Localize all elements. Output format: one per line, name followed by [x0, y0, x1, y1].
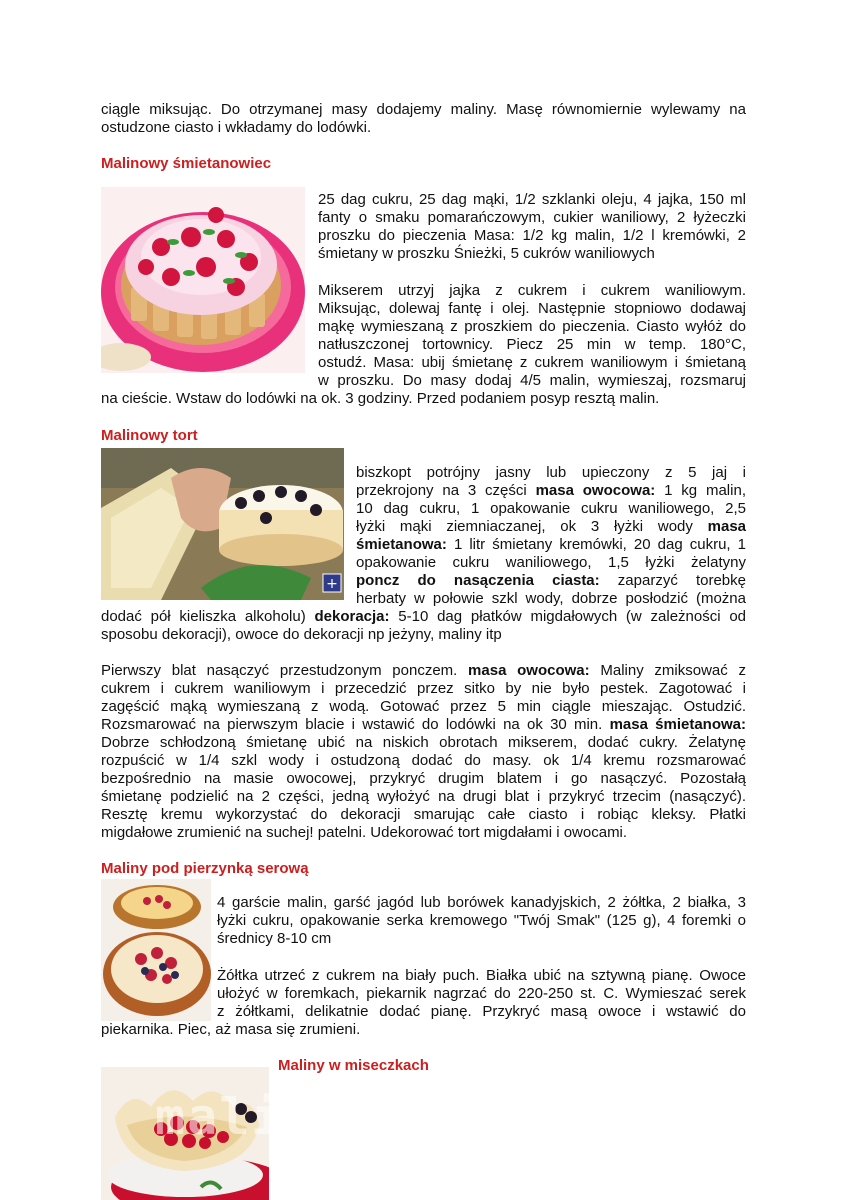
- text-line: 25 dag cukru, 25 dag mąki, 1/2 szklanki oleju, 4 jajka, 150 ml: [318, 191, 746, 208]
- recipe-title-malinowy-tort: Malinowy tort: [101, 427, 198, 444]
- recipe2-ingredients: [356, 464, 746, 608]
- text-line: z żółtkami, delikatnie dodać pianę. Przykryć masą owoce i wstawić do: [217, 1003, 746, 1020]
- recipe-title-maliny-w-miseczkach: Maliny w miseczkach: [278, 1057, 429, 1074]
- text-line: łyżki mąki ziemniaczanej, ok 3 łyżki wody masa: [356, 518, 747, 535]
- recipe3-ingredients: [217, 894, 746, 948]
- text-line: w proszku. Do masy dodaj 4/5 malin, wymieszaj, rozsmaruj: [318, 372, 746, 389]
- text-line: fanty o smaku pomarańczowym, cukier waniliowy, 2 łyżeczki: [318, 209, 746, 226]
- recipe3-preparation: [217, 967, 746, 1021]
- text-line: śmietanowa: 1 litr śmietany kremówki, 20 dag cukru, 1: [356, 536, 746, 553]
- text-line: Mikserem utrzyj jajka z cukrem i cukrem waniliowym.: [318, 282, 746, 299]
- text-line: ostudź. Masa: ubij śmietanę z cukrem waniliowym i śmietaną: [318, 354, 746, 371]
- text-line: łyżki cukru, opakowanie serka kremowego "Twój Smak" (125 g), 4 foremki o: [217, 912, 746, 929]
- text-line: przekrojony na 3 części masa owocowa: 1 kg malin,: [356, 482, 746, 499]
- cake-assembly-photo: [101, 448, 344, 600]
- text-line: herbaty w połowie szkl wody, dobrze posłodzić (można: [356, 590, 746, 607]
- text-line: cukrem i cukrem waniliowym i przecedzić przez sitko by nie było pestek. Zagotować i: [101, 680, 746, 697]
- text-line: Pierwszy blat nasączyć przestudzonym ponczem. masa owocowa: Maliny zmiksować z: [101, 662, 746, 679]
- text-line: ułożyć w foremkach, piekarnik nagrzać do 220-250 st. C. Wymieszać serek: [217, 985, 746, 1002]
- text-line: proszku do pieczenia Masa: 1/2 kg malin, 1/2 l kremówki, 2: [318, 227, 746, 244]
- cheese-raspberry-ramekins-photo: [101, 879, 211, 1021]
- text-line: Resztę kremu wykorzystać do dekoracji smarując całe ciasto i robiąc kleksy. Płatki: [101, 806, 746, 823]
- text-line: 4 garście malin, garść jagód lub borówek kanadyjskich, 2 żółtka, 2 białka, 3: [217, 894, 746, 911]
- text-line: mąkę wymieszaną z proszkiem do pieczenia. Ciasto wyłóż do: [318, 318, 746, 335]
- text-line: na cieście. Wstaw do lodówki na ok. 3 godziny. Przed podaniem posyp resztą malin.: [101, 390, 660, 407]
- text-line: ostudzone ciasto i wkładamy do lodówki.: [101, 119, 372, 136]
- text-line: Miksując, dolewaj fantę i olej. Następnie stopniowo dodawaj: [318, 300, 746, 317]
- recipe-title-maliny-pod-pierzynka: Maliny pod pierzynką serową: [101, 860, 309, 877]
- svg-text:+: +: [326, 576, 338, 592]
- raspberry-cream-cake-photo: [101, 187, 305, 373]
- text-line: Rozsmarować na pierwszym blacie i wstawić do lodówki na ok 30 min. masa śmietanowa:: [101, 716, 747, 733]
- text-line: Żółtka utrzeć z cukrem na biały puch. Białka ubić na sztywną pianę. Owoce: [217, 967, 746, 984]
- text-line: poncz do nasączenia ciasta: zaparzyć torebkę: [356, 572, 746, 589]
- text-line: bezpośrednio na masie owocowej, przykryć drugim blatem i go nasączyć. Pozostałą: [101, 770, 746, 787]
- recipe3-preparation-end: [101, 1021, 746, 1039]
- recipe-title-malinowy-smietanowiec: Malinowy śmietanowiec: [101, 155, 272, 172]
- text-line: piekarnika. Piec, aż masa się zrumieni.: [101, 1021, 361, 1038]
- text-line: 10 dag cukru, 1 opakowanie cukru waniliowego, 2,5: [356, 500, 746, 517]
- text-line: śmietany w proszku Śnieżki, 5 cukrów waniliowych: [318, 245, 655, 262]
- recipe1-preparation: [318, 282, 746, 390]
- site-watermark: malinydomowe.pl: [155, 1088, 637, 1146]
- text-line: średnicy 8-10 cm: [217, 930, 332, 947]
- text-line: migdałowe zrumienić na suchej! patelni. Udekorować tort migdałami i owocami.: [101, 824, 628, 841]
- recipe1-preparation-end: [101, 390, 746, 408]
- text-line: śmietanę podzielić na 2 części, jedną wyłożyć na drugi blat i przykryć trzecim (nasączyć).: [101, 788, 746, 805]
- intro-paragraph: [101, 101, 746, 137]
- text-line: biszkopt potrójny jasny lub upieczony z 5 jaj i: [356, 464, 746, 481]
- text-line: Dobrze schłodzoną śmietanę ubić na niskich obrotach mikserem, dodać cukry. Żelatynę: [101, 734, 746, 751]
- recipe2-preparation: [101, 662, 746, 842]
- text-line: sposobu dekoracji), owoce do dekoracji np jeżyny, maliny itp: [101, 626, 502, 643]
- recipe2-ingredients-end: [101, 608, 746, 644]
- text-line: natłuszczonej tortownicy. Piecz 25 min w temp. 180°C,: [318, 336, 746, 353]
- text-line: zagęścić mąką wymieszaną z wodą. Gotować przez 5 min ciągle mieszając. Ostudzić.: [101, 698, 746, 715]
- text-line: ciągle miksując. Do otrzymanej masy dodajemy maliny. Masę równomiernie wylewamy na: [101, 101, 746, 118]
- text-line: rozpuścić w 1/4 szkl wody i ostudzoną dodać do masy. ok 1/4 kremu rozsmarować: [101, 752, 746, 769]
- text-line: dodać pół kieliszka alkoholu) dekoracja: 5-10 dag płatków migdałowych (w zależności od: [101, 608, 746, 625]
- recipe1-ingredients: [318, 191, 746, 263]
- text-line: opakowanie cukru waniliowego, 1,5 łyżki żelatyny: [356, 554, 746, 571]
